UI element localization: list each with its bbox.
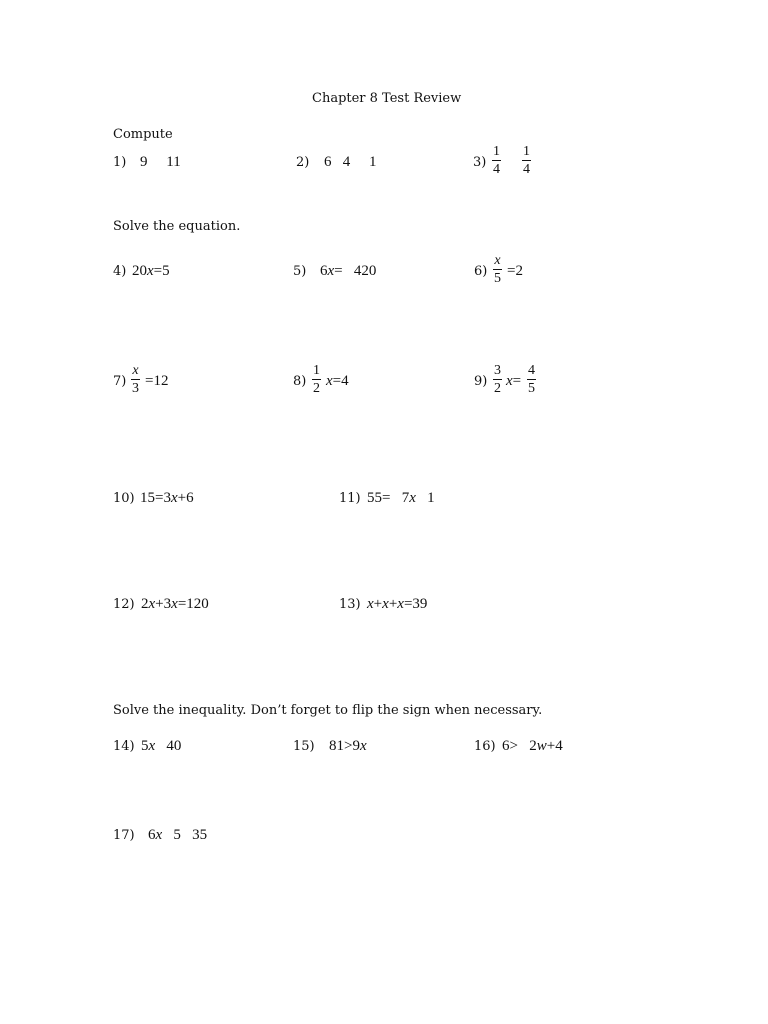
problem-number: 3)	[473, 155, 487, 170]
fraction-bar	[312, 379, 321, 380]
section-heading-inequality: Solve the inequality. Don’t forget to flip the sign when necessary.	[113, 703, 543, 718]
fraction-bar	[493, 269, 502, 270]
fraction-bar	[493, 379, 502, 380]
fraction-numerator: x	[132, 363, 139, 378]
problem-expression: 5x 40	[141, 738, 182, 754]
problem-number: 11)	[339, 491, 361, 506]
problem-expression: 20x=5	[132, 263, 170, 279]
problem-number: 5)	[293, 264, 307, 279]
fraction-denominator: 3	[132, 381, 139, 396]
problem-number: 2)	[296, 155, 310, 170]
problem-number: 1)	[113, 155, 127, 170]
problem-number: 12)	[113, 597, 135, 612]
problem-expression: 6 4 1	[324, 154, 377, 170]
problem-expression: 6x 5 35	[148, 827, 208, 843]
page-title: Chapter 8 Test Review	[312, 91, 462, 106]
problem-number: 10)	[113, 491, 135, 506]
problem-number: 15)	[293, 739, 315, 754]
fraction-denominator: 2	[494, 381, 501, 396]
problem-expression: 6x= 420	[320, 263, 377, 279]
problem-expression: 9 11	[140, 154, 181, 170]
fraction	[522, 144, 531, 177]
problem-expression: 2x+3x=120	[141, 596, 209, 612]
problem-number: 9)	[474, 374, 488, 389]
fraction-numerator: 1	[313, 363, 320, 378]
fraction-numerator: 3	[494, 363, 501, 378]
problem-expression: x=4	[326, 373, 349, 389]
problem-number: 16)	[474, 739, 496, 754]
fraction	[492, 144, 501, 177]
fraction-bar	[492, 160, 501, 161]
problem-number: 6)	[474, 264, 488, 279]
problem-expression: =2	[507, 263, 523, 279]
fraction	[312, 363, 321, 396]
fraction-numerator: x	[494, 253, 501, 268]
fraction-denominator: 2	[313, 381, 320, 396]
fraction	[493, 253, 502, 286]
problem-expression: 55= 7x 1	[367, 490, 435, 506]
section-heading-compute: Compute	[113, 127, 173, 142]
fraction-denominator: 5	[494, 271, 501, 286]
problem-expression: =12	[145, 373, 169, 389]
fraction-numerator: 4	[528, 363, 535, 378]
section-heading-equation: Solve the equation.	[113, 219, 241, 234]
fraction	[131, 363, 140, 396]
fraction	[493, 363, 502, 396]
problem-expression: x=	[506, 373, 522, 389]
problem-expression: 6> 2w+4	[502, 738, 563, 754]
fraction-bar	[522, 160, 531, 161]
fraction-bar	[527, 379, 536, 380]
problem-expression: 15=3x+6	[140, 490, 194, 506]
fraction	[527, 363, 536, 396]
fraction-bar	[131, 379, 140, 380]
fraction-denominator: 5	[528, 381, 535, 396]
fraction-denominator: 4	[493, 162, 500, 177]
problem-number: 8)	[293, 374, 307, 389]
problem-expression: 81>9x	[329, 738, 367, 754]
fraction-numerator: 1	[523, 144, 530, 159]
fraction-denominator: 4	[523, 162, 530, 177]
problem-number: 7)	[113, 374, 127, 389]
problem-expression: x+x+x=39	[367, 596, 428, 612]
problem-number: 4)	[113, 264, 127, 279]
problem-number: 14)	[113, 739, 135, 754]
problem-number: 17)	[113, 828, 135, 843]
problem-number: 13)	[339, 597, 361, 612]
fraction-numerator: 1	[493, 144, 500, 159]
